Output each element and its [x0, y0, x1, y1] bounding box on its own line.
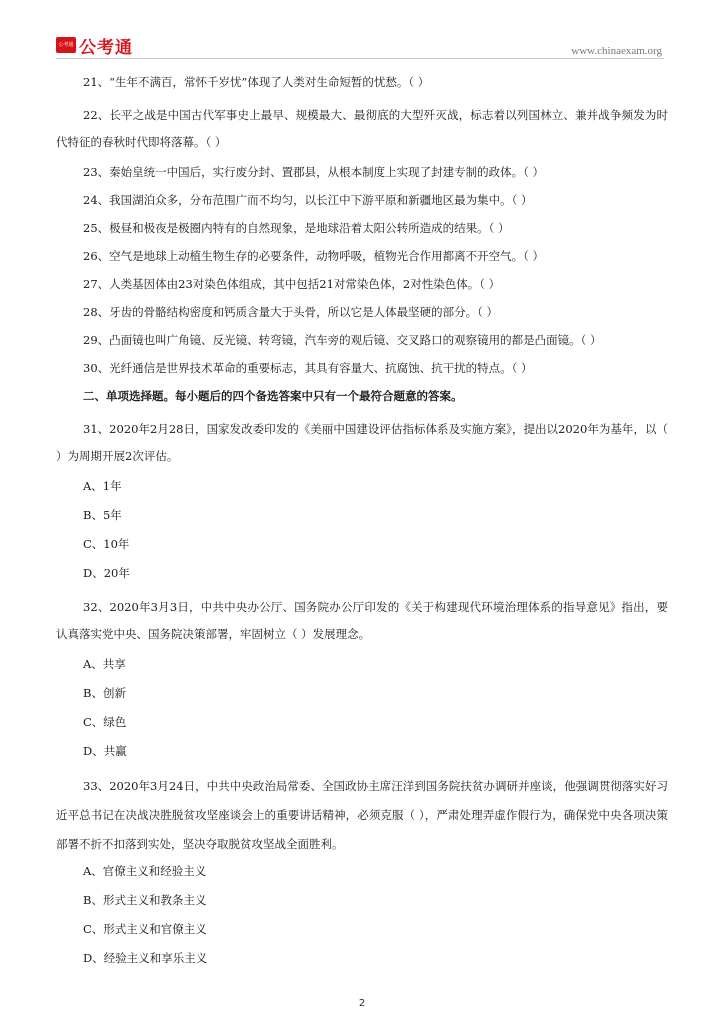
question-30: 30、光纤通信是世界技术革命的重要标志，其具有容量大、抗腐蚀、抗干扰的特点。（ ） [83, 361, 533, 375]
question-25: 25、极昼和极夜是极圈内特有的自然现象，是地球沿着太阳公转所造成的结果。（ ） [83, 221, 510, 235]
logo-text: 公考通 [79, 38, 133, 58]
document-body [56, 74, 668, 979]
question-23: 23、秦始皇统一中国后，实行废分封、置郡县，从根本制度上实现了封建专制的政体。（ ） [83, 165, 545, 179]
option-b: B、形式主义和教条主义 [83, 893, 207, 907]
option-a: A、共享 [83, 657, 126, 671]
option-d: D、经验主义和享乐主义 [83, 951, 208, 965]
question-21: 21、“生年不满百，常怀千岁忧”体现了人类对生命短暂的忧愁。（ ） [83, 75, 430, 89]
question-33: 33、2020年3月24日，中共中央政治局常委、全国政协主席汪洋到国务院扶贫办调研并座谈，他强调贯彻落实好习近平总书记在决战决胜脱贫攻坚座谈会上的重要讲话精神，必须克服（ ），严肃处理弄虚作假行为，确保党中央各项决策部署不折不扣落到实处，坚决夺取脱贫攻坚战全面胜利。 [56, 779, 668, 851]
header-divider [56, 58, 664, 59]
logo-badge: 公考通 [56, 37, 76, 53]
option-c: C、10年 [83, 537, 130, 551]
question-28: 28、牙齿的骨骼结构密度和钙质含量大于头骨，所以它是人体最坚硬的部分。（ ） [83, 305, 499, 319]
question-26: 26、空气是地球上动植生物生存的必要条件，动物呼吸，植物光合作用都离不开空气。（ ） [83, 249, 545, 263]
option-d: D、共赢 [83, 744, 127, 758]
option-c: C、形式主义和官僚主义 [83, 922, 207, 936]
option-b: B、5年 [83, 508, 122, 522]
option-a: A、1年 [83, 479, 122, 493]
question-31: 31、2020年2月28日，国家发改委印发的《美丽中国建设评估指标体系及实施方案》，提出以2020年为基年，以（ ）为周期开展2次评估。 [56, 422, 668, 463]
question-27: 27、人类基因体由23对染色体组成，其中包括21对常染色体，2对性染色体。（ ） [83, 277, 501, 291]
option-d: D、20年 [83, 566, 130, 580]
page-number: 2 [358, 998, 366, 1009]
question-22: 22、长平之战是中国古代军事史上最早、规模最大、最彻底的大型歼灭战，标志着以列国林立、兼并战争频发为时代特征的春秋时代即将落幕。（ ） [56, 108, 668, 149]
question-24: 24、我国湖泊众多，分布范围广而不均匀，以长江中下游平原和新疆地区最为集中。（ ） [83, 193, 533, 207]
option-a: A、官僚主义和经验主义 [83, 864, 207, 878]
page-header [0, 0, 724, 60]
option-b: B、创新 [83, 686, 126, 700]
question-29: 29、凸面镜也叫广角镜、反光镜、转弯镜，汽车旁的观后镜、交叉路口的观察镜用的都是凸面镜。（ ） [83, 333, 602, 347]
question-32: 32、2020年3月3日，中共中央办公厅、国务院办公厅印发的《关于构建现代环境治理体系的指导意见》指出，要认真落实党中央、国务院决策部署，牢固树立（ ）发展理念。 [56, 600, 668, 641]
site-url: www.chinaexam.org [571, 45, 662, 57]
section-title: 二、单项选择题。每小题后的四个备选答案中只有一个最符合题意的答案。 [83, 389, 463, 403]
option-c: C、绿色 [83, 715, 127, 729]
